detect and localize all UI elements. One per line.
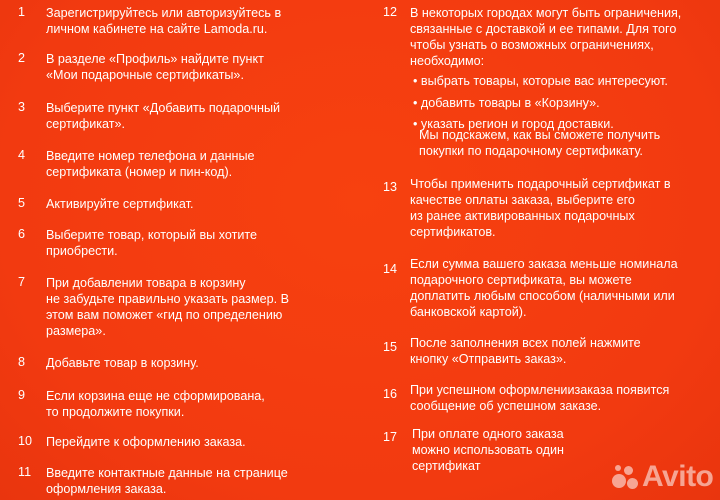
step-text-line: сертификат». <box>46 117 126 131</box>
step-text <box>46 355 199 371</box>
step-text-line: оформления заказа. <box>46 482 167 496</box>
step-text-line: Перейдите к оформлению заказа. <box>46 435 246 449</box>
step-text <box>410 382 669 414</box>
step-text-line: из ранее активированных подарочных <box>410 209 635 223</box>
step-text-line: «Мои подарочные сертификаты». <box>46 68 244 82</box>
step-text-line: Выберите пункт «Добавить подарочный <box>46 101 281 115</box>
step-text-line: доплатить любым способом (наличными или <box>410 289 675 303</box>
step-text-line: Введите контактные данные на странице <box>46 466 288 480</box>
step-text-line: Добавьте товар в корзину. <box>46 356 199 370</box>
step-text-line: сообщение об успешном заказе. <box>410 399 602 413</box>
step-text <box>46 100 280 132</box>
step-number: 7 <box>18 275 26 289</box>
step-text-line: можно использовать один <box>412 443 564 457</box>
avito-watermark <box>612 460 713 494</box>
step-note-line: Мы подскажем, как вы сможете получить <box>419 128 661 142</box>
step-text-line: Если корзина еще не сформирована, <box>46 389 265 403</box>
step-text-line: При добавлении товара в корзину <box>46 276 246 290</box>
step-number: 14 <box>383 262 398 276</box>
step-text-line: сертификатов. <box>410 225 496 239</box>
step-text <box>410 5 681 69</box>
avito-watermark-text: Avito <box>642 460 714 493</box>
step-text-line: сертификата (номер и пин-код). <box>46 165 233 179</box>
step-number: 15 <box>383 340 398 354</box>
step-text-line: чтобы узнать о возможных ограничениях, <box>410 38 654 52</box>
step-text <box>46 148 255 180</box>
step-text-line: После заполнения всех полей нажмите <box>410 336 641 350</box>
step-number: 4 <box>18 148 26 162</box>
step-text-line: Зарегистрируйтесь или авторизуйтесь в <box>46 6 282 20</box>
step-text-line: В некоторых городах могут быть ограничения, <box>410 6 682 20</box>
step-text-line: банковской картой). <box>410 305 527 319</box>
step-text-line: сертификат <box>412 459 481 473</box>
bullet-item: • выбрать товары, которые вас интересуют. <box>413 74 668 88</box>
step-text-line: При оплате одного заказа <box>412 427 564 441</box>
step-text <box>410 176 671 240</box>
step-text-line: подарочного сертификата, вы можете <box>410 273 632 287</box>
step-text <box>46 5 281 37</box>
step-text <box>412 426 564 474</box>
step-text-line: Выберите товар, который вы хотите <box>46 228 258 242</box>
step-text-line: При успешном оформлениизаказа появится <box>410 383 670 397</box>
step-text-line: Чтобы применить подарочный сертификат в <box>410 177 671 191</box>
step-text-line: то продолжите покупки. <box>46 405 185 419</box>
bullet-item: • указать регион и город доставки. <box>413 117 614 131</box>
step-text <box>410 256 678 320</box>
step-number: 13 <box>383 180 398 194</box>
step-note-line: покупки по подарочному сертификату. <box>419 144 643 158</box>
step-text-line: Если сумма вашего заказа меньше номинала <box>410 257 678 271</box>
step-text <box>46 227 257 259</box>
step-text-line: не забудьте правильно указать размер. В <box>46 292 290 306</box>
step-number: 9 <box>18 388 26 402</box>
step-text <box>46 196 194 212</box>
step-text <box>46 275 289 339</box>
step-number: 8 <box>18 355 26 369</box>
step-number: 5 <box>18 196 26 210</box>
step-text-line: необходимо: <box>410 54 485 68</box>
step-number: 11 <box>18 465 32 479</box>
step-text-line: качестве оплаты заказа, выберите его <box>410 193 635 207</box>
step-text <box>46 465 288 497</box>
step-number: 3 <box>18 100 26 114</box>
step-text-line: размера». <box>46 324 106 338</box>
step-text-line: этом вам поможет «гид по определению <box>46 308 283 322</box>
step-text <box>46 434 246 450</box>
step-number: 1 <box>18 5 26 19</box>
step-text <box>46 388 265 420</box>
step-number: 10 <box>18 434 33 448</box>
step-number: 17 <box>383 430 398 444</box>
avito-logo-icon <box>612 464 638 490</box>
bullet-item: • добавить товары в «Корзину». <box>413 95 600 110</box>
step-text-line: приобрести. <box>46 244 118 258</box>
step-text-line: Активируйте сертификат. <box>46 197 194 211</box>
step-text-line: личном кабинете на сайте Lamoda.ru. <box>46 22 268 36</box>
bullet-list <box>413 73 668 131</box>
step-number: 6 <box>18 227 26 241</box>
step-text-line: связанные с доставкой и ее типами. Для того <box>410 22 677 36</box>
step-number: 16 <box>383 387 398 401</box>
step-text-line: кнопку «Отправить заказ». <box>410 352 567 366</box>
step-text <box>410 335 641 367</box>
step-text-line: В разделе «Профиль» найдите пункт <box>46 52 264 66</box>
step-text <box>46 51 264 83</box>
step-number: 12 <box>383 5 398 19</box>
step-number: 2 <box>18 51 26 65</box>
step-text-line: Введите номер телефона и данные <box>46 149 255 163</box>
step-note <box>413 127 660 159</box>
